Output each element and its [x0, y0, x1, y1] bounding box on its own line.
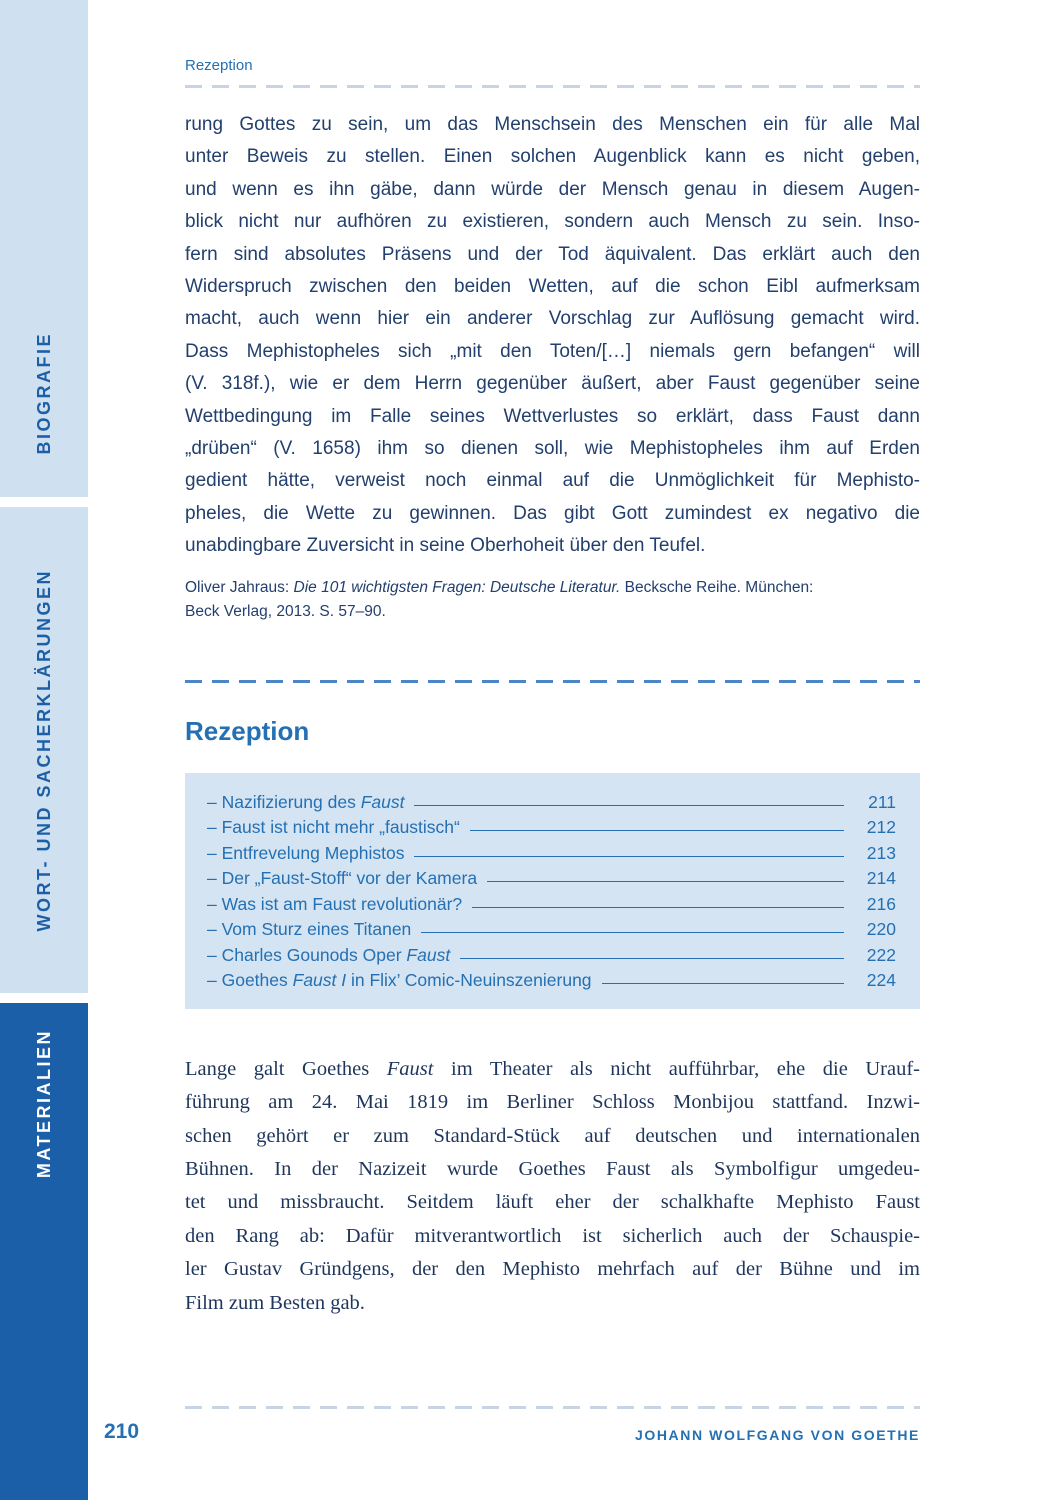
toc-item[interactable]: [207, 866, 896, 892]
tab-wort-und-sacherklaerungen-label: WORT- UND SACHERKLÄRUNGEN: [33, 568, 54, 932]
tab-materialien[interactable]: [0, 1003, 88, 1500]
toc-leader-line: [487, 875, 844, 882]
text-line: unter Beweis zu stellen. Einen solchen Augenblick kann es nicht geben,: [185, 146, 920, 168]
toc-leader-line: [414, 850, 844, 857]
toc-item-label: – Der „Faust-Stoff“ vor der Kamera: [207, 868, 478, 889]
text-line: macht, auch wenn hier ein anderer Vorschlag zur Auflösung gemacht wird.: [185, 308, 920, 330]
text-line: tet und missbraucht. Seitdem läuft eher der schalkhafte Mephisto Faust: [185, 1191, 920, 1214]
toc-item[interactable]: [207, 790, 896, 816]
toc-item[interactable]: [207, 943, 896, 969]
text-line: Beck Verlag, 2013. S. 57–90.: [185, 602, 386, 620]
text-line: den Rang ab: Dafür mitverantwortlich ist sicherlich auch der Schauspie-: [185, 1224, 920, 1247]
footer-divider: [185, 1406, 920, 1409]
toc-leader-line: [472, 901, 844, 908]
toc-page-number: 212: [866, 817, 896, 838]
toc-leader-line: [414, 799, 844, 806]
text-line: Film zum Besten gab.: [185, 1291, 365, 1314]
toc-item[interactable]: [207, 841, 896, 867]
toc-leader-line: [602, 977, 844, 984]
text-line: Wettbedingung im Falle seines Wettverlustes so erklärt, dass Faust dann: [185, 405, 920, 427]
toc-item[interactable]: [207, 892, 896, 918]
toc-box: [185, 773, 920, 1009]
footer-author: JOHANN WOLFGANG VON GOETHE: [634, 1427, 920, 1443]
text-line: Widerspruch zwischen den beiden Wetten, auf die schon Eibl aufmerksam: [185, 276, 920, 298]
text-line: Dass Mephistopheles sich „mit den Toten/[…] niemals gern befangen“ will: [185, 340, 920, 362]
toc-leader-line: [470, 824, 844, 831]
toc-page-number: 220: [866, 919, 896, 940]
text-line: führung am 24. Mai 1819 im Berliner Schloss Monbijou stattfand. Inzwi-: [185, 1091, 920, 1114]
section-title: Rezeption: [185, 715, 310, 746]
text-line: ler Gustav Gründgens, der den Mephisto mehrfach auf der Bühne und im: [185, 1258, 920, 1281]
citation: [185, 576, 920, 624]
text-line: gedient hätte, verweist noch einmal auf die Unmöglichkeit für Mephisto-: [185, 470, 920, 492]
text-line: und wenn es ihn gäbe, dann würde der Mensch genau in diesem Augen-: [185, 178, 920, 200]
tab-materialien-label: MATERIALIEN: [33, 1029, 54, 1179]
text-line: Oliver Jahraus: Die 101 wichtigsten Fragen: Deutsche Literatur. Becksche Reihe. München:: [185, 578, 814, 596]
page-content: [185, 0, 920, 1320]
toc-page-number: 222: [866, 944, 896, 965]
toc-item-label: – Entfrevelung Mephistos: [207, 842, 405, 863]
running-head: Rezeption: [185, 57, 253, 74]
toc-leader-line: [421, 926, 844, 933]
tab-biografie-label: BIOGRAFIE: [33, 332, 54, 455]
thumb-tab-sidebar: [0, 0, 88, 1500]
tab-biografie[interactable]: [0, 0, 88, 497]
toc-leader-line: [460, 952, 844, 959]
toc-item-label: – Charles Gounods Oper Faust: [207, 944, 451, 965]
text-line: schen gehört er zum Standard-Stück auf deutschen und internationalen: [185, 1124, 920, 1147]
text-line: Lange galt Goethes Faust im Theater als nicht aufführbar, ehe die Urauf-: [185, 1057, 920, 1080]
text-line: rung Gottes zu sein, um das Menschsein des Menschen ein für alle Mal: [185, 114, 920, 135]
toc-page-number: 211: [868, 791, 896, 812]
toc-item-label: – Was ist am Faust revolutionär?: [207, 893, 463, 914]
toc-page-number: 213: [866, 842, 896, 863]
section-divider: [185, 680, 920, 683]
text-line: blick nicht nur aufhören zu existieren, sondern auch Mensch zu sein. Inso-: [185, 211, 920, 233]
tab-wort-und-sacherklaerungen[interactable]: [0, 507, 88, 993]
toc-item-label: – Faust ist nicht mehr „faustisch“: [207, 817, 460, 838]
toc-item-label: – Goethes Faust I in Flix’ Comic-Neuinszenierung: [207, 970, 592, 991]
text-line: pheles, die Wette zu gewinnen. Das gibt Gott zumindest ex negativo die: [185, 502, 920, 524]
toc-item[interactable]: [207, 968, 896, 994]
reception-paragraph: [185, 1053, 920, 1320]
text-line: (V. 318f.), wie er dem Herrn gegenüber äußert, aber Faust gegenüber seine: [185, 373, 920, 395]
body-paragraph: [185, 109, 920, 563]
text-line: unabdingbare Zuversicht in seine Oberhoheit über den Teufel.: [185, 535, 706, 557]
text-line: fern sind absolutes Präsens und der Tod äquivalent. Das erklärt auch den: [185, 243, 920, 265]
toc-item-label: – Nazifizierung des Faust: [207, 791, 405, 812]
toc-page-number: 214: [866, 868, 896, 889]
toc-page-number: 224: [866, 970, 896, 991]
toc-page-number: 216: [866, 893, 896, 914]
text-line: „drüben“ (V. 1658) ihm so dienen soll, wie Mephistopheles ihm auf Erden: [185, 438, 920, 460]
toc-item[interactable]: [207, 815, 896, 841]
toc-item-label: – Vom Sturz eines Titanen: [207, 919, 412, 940]
toc-item[interactable]: [207, 917, 896, 943]
header-divider: [185, 85, 920, 88]
text-line: Bühnen. In der Nazizeit wurde Goethes Faust als Symbolfigur umgedeu-: [185, 1157, 920, 1180]
page-number: 210: [104, 1420, 140, 1443]
